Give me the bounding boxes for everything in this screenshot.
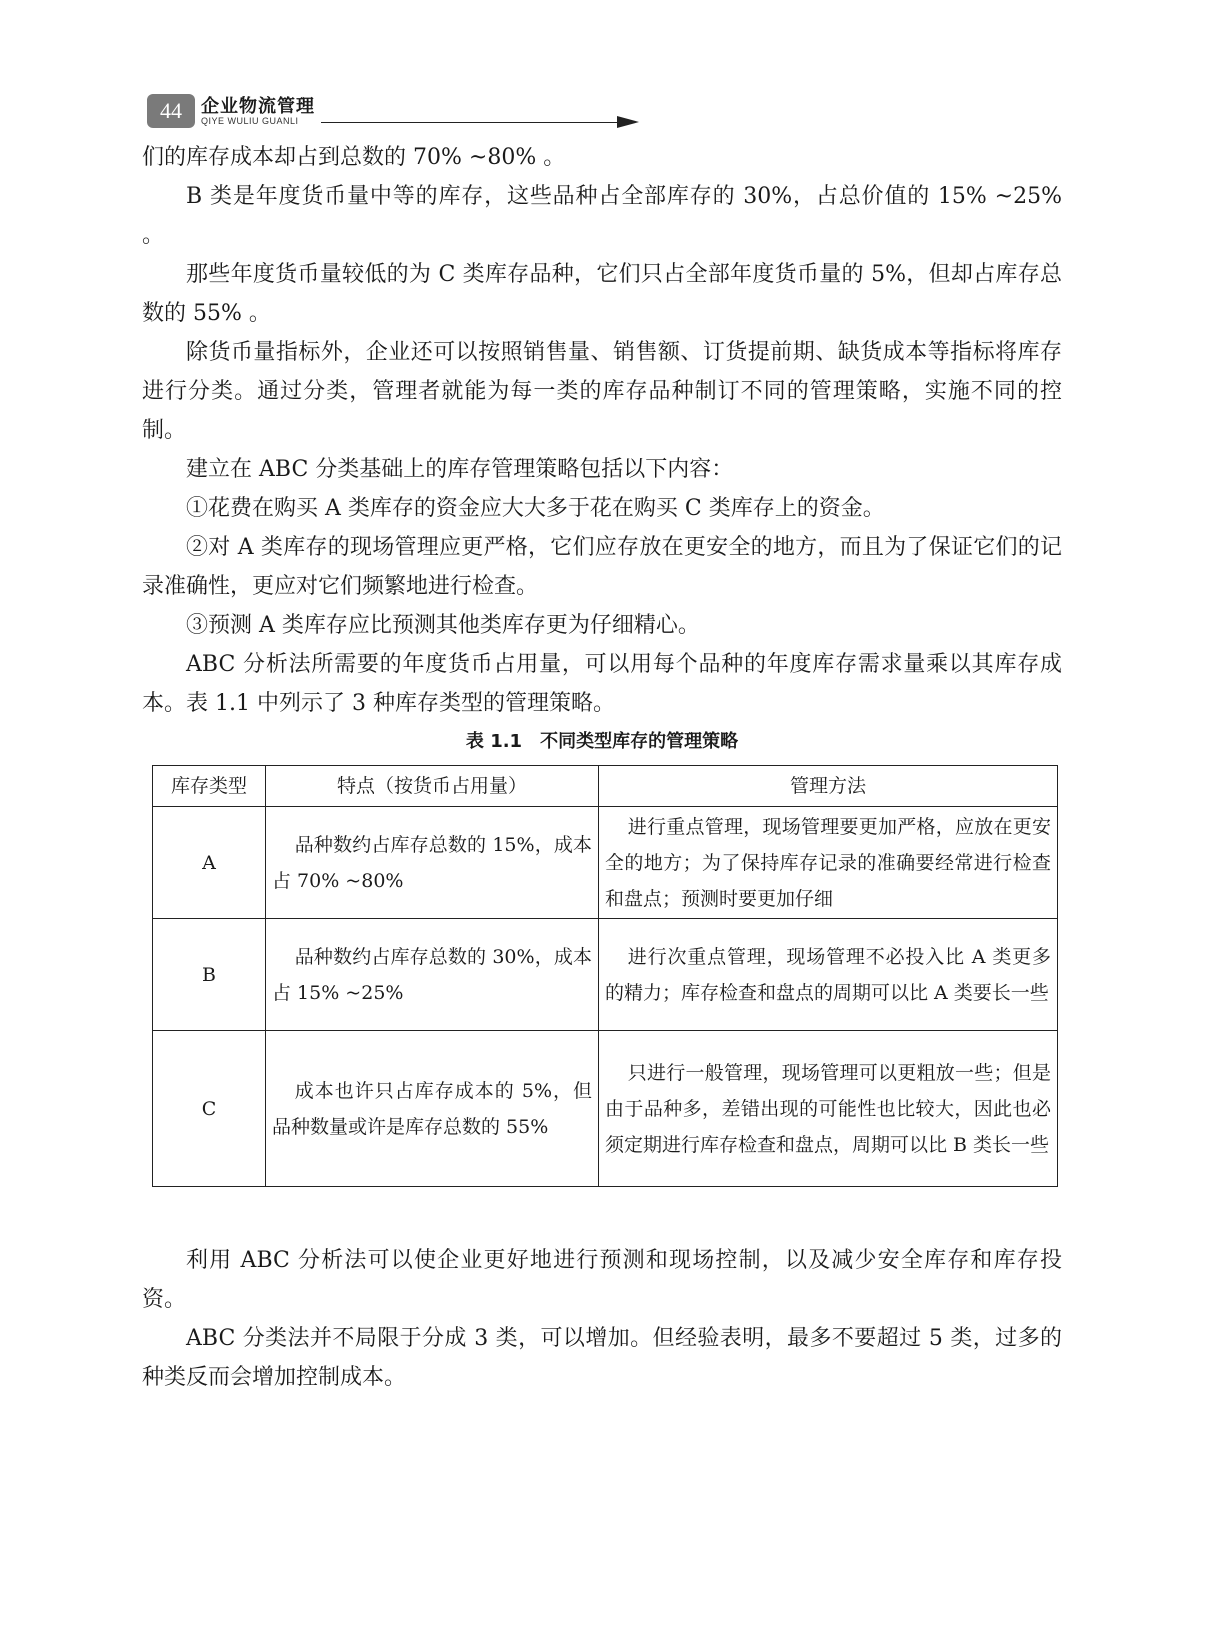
column-header-method: 管理方法 bbox=[599, 766, 1058, 807]
strategy-table bbox=[152, 765, 1058, 1187]
table-header-row bbox=[153, 766, 1058, 807]
cell-method: 进行重点管理，现场管理要更加严格，应放在更安全的地方；为了保持库存记录的准确要经常进行检查和盘点；预测时要更加仔细 bbox=[599, 807, 1058, 919]
paragraphs-after-table bbox=[142, 1241, 1062, 1397]
header-rule bbox=[321, 122, 621, 123]
column-header-type: 库存类型 bbox=[153, 766, 266, 807]
running-header bbox=[147, 92, 637, 132]
page-number-badge: 44 bbox=[147, 94, 195, 128]
paragraphs-before-table bbox=[142, 138, 1062, 723]
cell-type: C bbox=[153, 1031, 266, 1187]
body-paragraph: 们的库存成本却占到总数的 70% ~80% 。 bbox=[142, 145, 566, 170]
cell-method: 进行次重点管理，现场管理不必投入比 A 类更多的精力；库存检查和盘点的周期可以比 A 类要长一些 bbox=[599, 919, 1058, 1031]
cell-feature: 成本也许只占库存成本的 5%，但品种数量或许是库存总数的 55% bbox=[266, 1031, 599, 1187]
page-body bbox=[142, 138, 1062, 1397]
cell-feature: 品种数约占库存总数的 30%，成本占 15% ~25% bbox=[266, 919, 599, 1031]
body-paragraph: 建立在 ABC 分类基础上的库存管理策略包括以下内容： bbox=[186, 457, 734, 482]
body-paragraph: B 类是年度货币量中等的库存，这些品种占全部库存的 30%，占总价值的 15% ~25% 。 bbox=[142, 184, 1062, 248]
list-item: ③预测 A 类库存应比预测其他类库存更为仔细精心。 bbox=[186, 613, 700, 638]
column-header-feature: 特点（按货币占用量） bbox=[266, 766, 599, 807]
cell-feature: 品种数约占库存总数的 15%，成本占 70% ~80% bbox=[266, 807, 599, 919]
table-caption: 表 1.1 不同类型库存的管理策略 bbox=[465, 731, 739, 752]
list-item: ①花费在购买 A 类库存的资金应大大多于花在购买 C 类库存上的资金。 bbox=[186, 496, 885, 521]
body-paragraph: 那些年度货币量较低的为 C 类库存品种，它们只占全部年度货币量的 5%，但却占库存总数的 55% 。 bbox=[142, 262, 1062, 326]
body-paragraph: 除货币量指标外，企业还可以按照销售量、销售额、订货提前期、缺货成本等指标将库存进行分类。通过分类，管理者就能为每一类的库存品种制订不同的管理策略，实施不同的控制。 bbox=[142, 340, 1062, 443]
table-row bbox=[153, 807, 1058, 919]
cell-method: 只进行一般管理，现场管理可以更粗放一些；但是由于品种多，差错出现的可能性也比较大，因此也必须定期进行库存检查和盘点，周期可以比 B 类长一些 bbox=[599, 1031, 1058, 1187]
cell-type: B bbox=[153, 919, 266, 1031]
book-subtitle: QIYE WULIU GUANLI bbox=[201, 116, 299, 126]
table-row bbox=[153, 1031, 1058, 1187]
header-arrow-icon bbox=[617, 116, 639, 128]
cell-type: A bbox=[153, 807, 266, 919]
body-paragraph: 利用 ABC 分析法可以使企业更好地进行预测和现场控制，以及减少安全库存和库存投资。 bbox=[142, 1248, 1062, 1312]
body-paragraph: ABC 分类法并不局限于分成 3 类，可以增加。但经验表明，最多不要超过 5 类，过多的种类反而会增加控制成本。 bbox=[142, 1326, 1062, 1390]
table-row bbox=[153, 919, 1058, 1031]
body-paragraph: ABC 分析法所需要的年度货币占用量，可以用每个品种的年度库存需求量乘以其库存成本。表 1.1 中列示了 3 种库存类型的管理策略。 bbox=[142, 652, 1062, 716]
list-item: ②对 A 类库存的现场管理应更严格，它们应存放在更安全的地方，而且为了保证它们的记录准确性，更应对它们频繁地进行检查。 bbox=[142, 535, 1062, 599]
book-title: 企业物流管理 bbox=[201, 96, 315, 117]
